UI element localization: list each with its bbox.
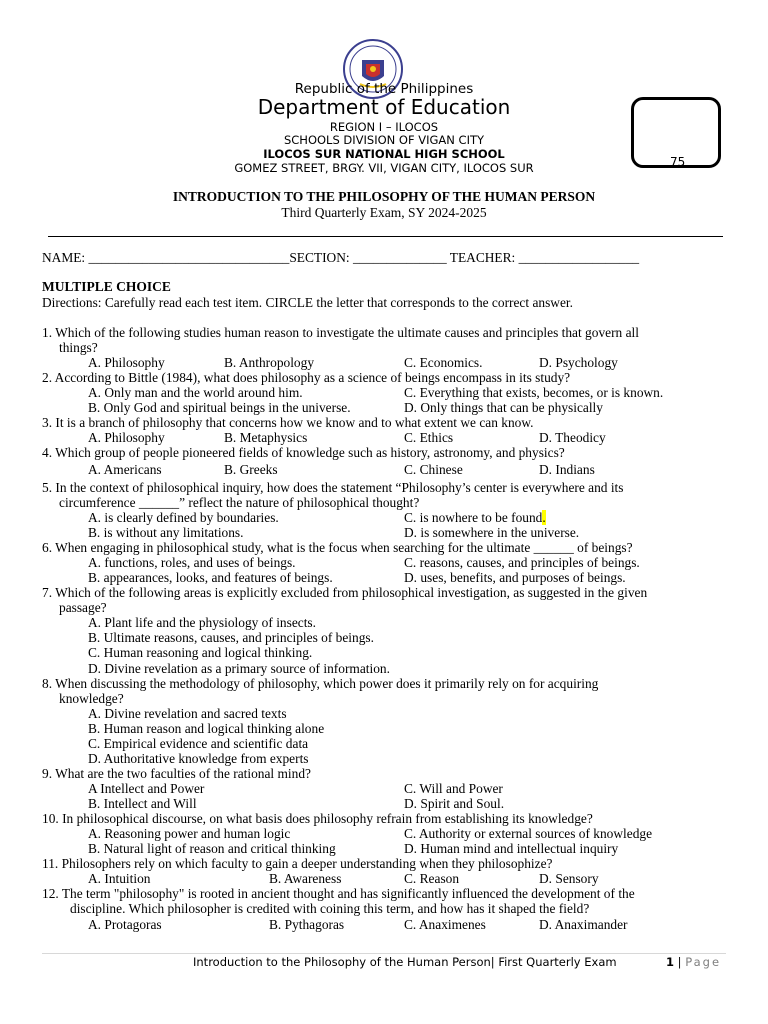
q2-option-c: C. Everything that exists, becomes, or is known. <box>404 385 664 400</box>
q1-option-b: B. Anthropology <box>224 355 315 370</box>
q10-option-c: C. Authority or external sources of knowledge <box>404 826 653 841</box>
page-number <box>666 955 721 969</box>
q4-option-d: D. Indians <box>539 462 595 477</box>
q7-option-d: D. Divine revelation as a primary source of information. <box>88 661 390 676</box>
question-11: 11. Philosophers rely on which faculty to gain a deeper understanding when they philosophize? <box>42 856 553 871</box>
q8-option-d: D. Authoritative knowledge from experts <box>88 751 309 766</box>
q10-option-a: A. Reasoning power and human logic <box>88 826 291 841</box>
country-line: Republic of the Philippines <box>294 81 474 97</box>
section-heading: MULTIPLE CHOICE <box>42 279 171 294</box>
q8-option-b: B. Human reason and logical thinking alone <box>88 721 325 736</box>
question-6: 6. When engaging in philosophical study, what is the focus when searching for the ultimate ______ of beings? <box>42 540 633 555</box>
q9-option-b: B. Intellect and Will <box>88 796 197 811</box>
q6-option-d: D. uses, benefits, and purposes of beings. <box>404 570 626 585</box>
q5-option-a: A. is clearly defined by boundaries. <box>88 510 279 525</box>
q10-option-b: B. Natural light of reason and critical thinking <box>88 841 336 856</box>
q12-option-c: C. Anaximenes <box>404 917 486 932</box>
question-2: 2. According to Bittle (1984), what does philosophy as a science of beings encompass in its study? <box>42 370 571 385</box>
q5-option-d: D. is somewhere in the universe. <box>404 525 580 540</box>
q12-option-d: D. Anaximander <box>539 917 628 932</box>
page-label: Page <box>685 955 722 969</box>
question-5: 5. In the context of philosophical inquiry, how does the statement “Philosophy’s center is everywhere and its <box>42 480 624 495</box>
q3-option-d: D. Theodicy <box>539 430 606 445</box>
question-1: 1. Which of the following studies human reason to investigate the ultimate causes and principles that govern all <box>42 325 639 340</box>
school-name: ILOCOS SUR NATIONAL HIGH SCHOOL <box>263 147 505 161</box>
q6-option-b: B. appearances, looks, and features of beings. <box>88 570 333 585</box>
question-7: 7. Which of the following areas is explicitly excluded from philosophical investigation, as suggested in the given <box>42 585 648 600</box>
q6-option-a: A. functions, roles, and uses of beings. <box>88 555 296 570</box>
q9-option-c: C. Will and Power <box>404 781 503 796</box>
q8-option-c: C. Empirical evidence and scientific data <box>88 736 309 751</box>
question-12: 12. The term "philosophy" is rooted in ancient thought and has significantly influenced the development of the <box>42 886 635 901</box>
q1-option-d: D. Psychology <box>539 355 618 370</box>
page-number-value: 1 <box>666 955 675 969</box>
question-8-cont: knowledge? <box>59 691 124 706</box>
q3-option-b: B. Metaphysics <box>224 430 308 445</box>
division-line: SCHOOLS DIVISION OF VIGAN CITY <box>283 133 485 147</box>
q4-option-b: B. Greeks <box>224 462 278 477</box>
score-value: 75 <box>670 155 686 169</box>
q10-option-d: D. Human mind and intellectual inquiry <box>404 841 619 856</box>
footer-divider <box>42 953 726 954</box>
region-line: REGION I – ILOCOS <box>329 120 439 134</box>
q8-option-a: A. Divine revelation and sacred texts <box>88 706 287 721</box>
q3-option-a: A. Philosophy <box>88 430 165 445</box>
q2-option-d: D. Only things that can be physically <box>404 400 603 415</box>
q9-option-d: D. Spirit and Soul. <box>404 796 505 811</box>
page-separator: | <box>674 955 686 969</box>
question-3: 3. It is a branch of philosophy that concerns how we know and to what extent we can know. <box>42 415 534 430</box>
header-divider <box>48 236 723 237</box>
exam-title: INTRODUCTION TO THE PHILOSOPHY OF THE HUMAN PERSON <box>172 189 596 204</box>
q5-option-c <box>404 510 546 525</box>
student-info-fields: NAME: ______________________________SECTION: ______________ TEACHER: __________________ <box>42 250 640 265</box>
q7-option-a: A. Plant life and the physiology of insects. <box>88 615 316 630</box>
q3-option-c: C. Ethics <box>404 430 454 445</box>
question-9: 9. What are the two faculties of the rational mind? <box>42 766 311 781</box>
q1-option-a: A. Philosophy <box>88 355 165 370</box>
q12-option-b: B. Pythagoras <box>269 917 345 932</box>
highlight-mark: . <box>542 510 546 525</box>
q1-option-c: C. Economics. <box>404 355 483 370</box>
q5-option-b: B. is without any limitations. <box>88 525 244 540</box>
school-address: GOMEZ STREET, BRGY. VII, VIGAN CITY, ILOCOS SUR <box>234 161 534 175</box>
q11-option-d: D. Sensory <box>539 871 599 886</box>
department-name: Department of Education <box>257 95 511 119</box>
question-7-cont: passage? <box>59 600 107 615</box>
footer-title: Introduction to the Philosophy of the Human Person| First Quarterly Exam <box>193 955 617 969</box>
q7-option-c: C. Human reasoning and logical thinking. <box>88 645 313 660</box>
q11-option-a: A. Intuition <box>88 871 151 886</box>
question-1-cont: things? <box>59 340 98 355</box>
q11-option-b: B. Awareness <box>269 871 342 886</box>
q2-option-b: B. Only God and spiritual beings in the universe. <box>88 400 351 415</box>
question-12-cont: discipline. Which philosopher is credited with coining this term, and how has it shaped the field? <box>70 901 590 916</box>
question-8: 8. When discussing the methodology of philosophy, which power does it primarily rely on for acquiring <box>42 676 599 691</box>
q2-option-a: A. Only man and the world around him. <box>88 385 303 400</box>
q6-option-c: C. reasons, causes, and principles of beings. <box>404 555 640 570</box>
q11-option-c: C. Reason <box>404 871 460 886</box>
q9-option-a: A Intellect and Power <box>88 781 205 796</box>
q4-option-c: C. Chinese <box>404 462 463 477</box>
q7-option-b: B. Ultimate reasons, causes, and principles of beings. <box>88 630 374 645</box>
question-4: 4. Which group of people pioneered fields of knowledge such as history, astronomy, and physics? <box>42 445 565 460</box>
directions: Directions: Carefully read each test item. CIRCLE the letter that corresponds to the correct answer. <box>42 295 573 310</box>
q4-option-a: A. Americans <box>88 462 162 477</box>
q12-option-a: A. Protagoras <box>88 917 162 932</box>
question-5-cont: circumference ______” reflect the nature of philosophical thought? <box>59 495 420 510</box>
q5-option-c-text: C. is nowhere to be found <box>404 510 543 525</box>
question-10: 10. In philosophical discourse, on what basis does philosophy refrain from establishing its knowledge? <box>42 811 593 826</box>
exam-subtitle: Third Quarterly Exam, SY 2024-2025 <box>281 205 487 220</box>
